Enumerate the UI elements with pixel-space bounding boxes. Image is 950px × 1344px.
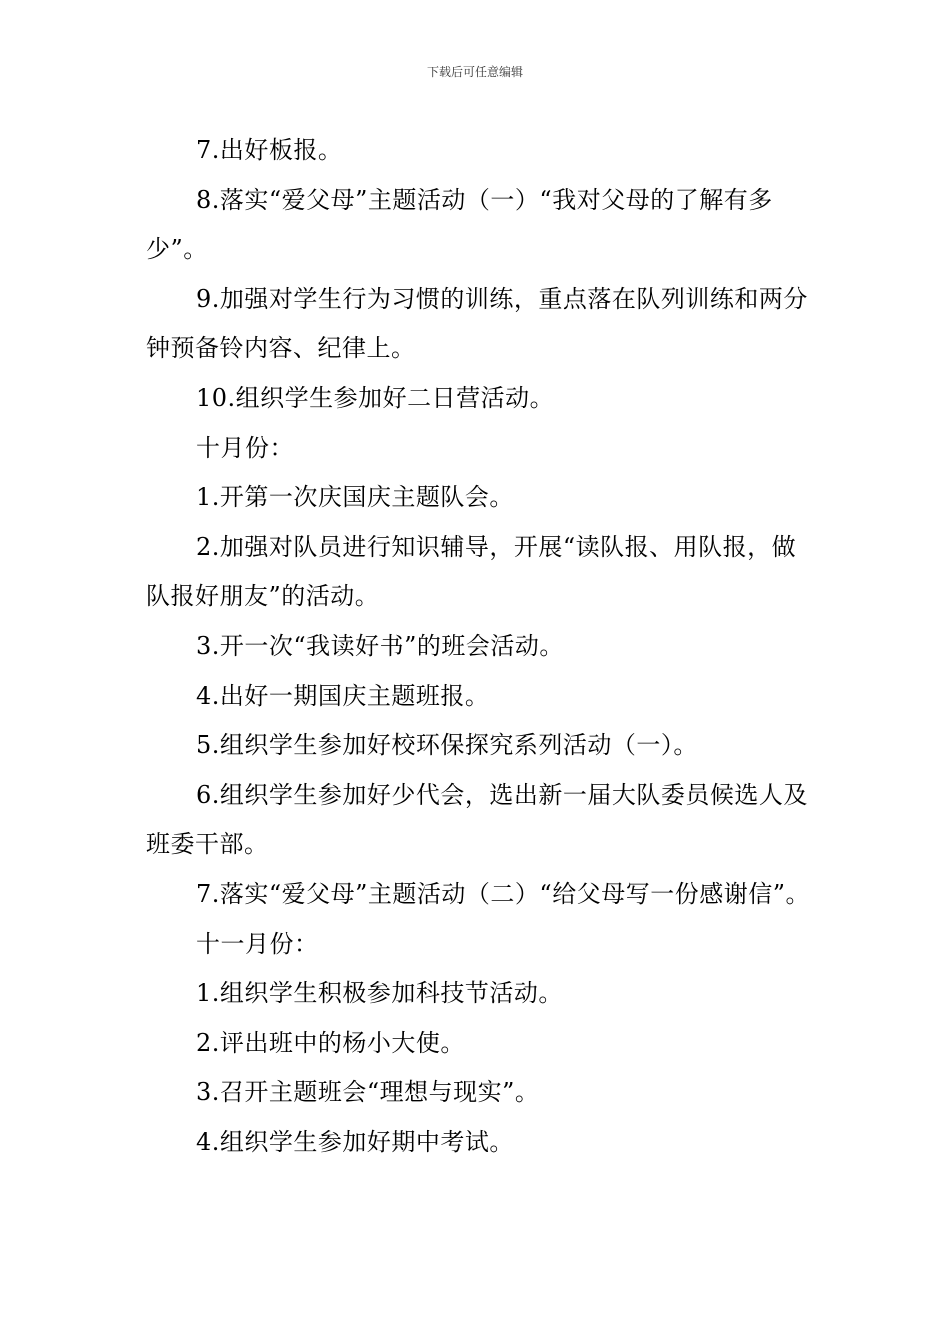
paragraph: 4.组织学生参加好期中考试。 [196, 1127, 514, 1156]
paragraph: 2.评出班中的杨小大使。 [196, 1028, 465, 1057]
paragraph: 10.组织学生参加好二日营活动。 [196, 383, 555, 412]
page-header: 下载后可任意编辑 [426, 65, 523, 79]
paragraph: 4.出好一期国庆主题班报。 [196, 681, 490, 710]
paragraph: 9.加强对学生行为习惯的训练，重点落在队列训练和两分钟预备铃内容、纪律上。 [146, 284, 808, 363]
paragraph: 7.出好板报。 [196, 136, 343, 164]
section-heading-october: 十月份： [196, 433, 294, 462]
paragraph: 3.召开主题班会“理想与现实”。 [196, 1078, 540, 1107]
paragraph: 5.组织学生参加好校环保探究系列活动（一）。 [196, 731, 698, 760]
paragraph: 6.组织学生参加好少代会，选出新一届大队委员候选人及班委干部。 [146, 780, 808, 859]
section-heading-november: 十一月份： [196, 929, 319, 958]
paragraph: 3.开一次“我读好书”的班会活动。 [196, 631, 564, 660]
document-body [146, 126, 816, 1167]
paragraph: 1.开第一次庆国庆主题队会。 [196, 483, 514, 512]
paragraph: 2.加强对队员进行知识辅导，开展“读队报、用队报，做队报好朋友”的活动。 [146, 532, 797, 611]
paragraph: 8.落实“爱父母”主题活动（一）“我对父母的了解有多少”。 [146, 185, 773, 264]
paragraph: 7.落实“爱父母”主题活动（二）“给父母写一份感谢信”。 [196, 879, 810, 908]
paragraph: 1.组织学生积极参加科技节活动。 [196, 979, 563, 1008]
